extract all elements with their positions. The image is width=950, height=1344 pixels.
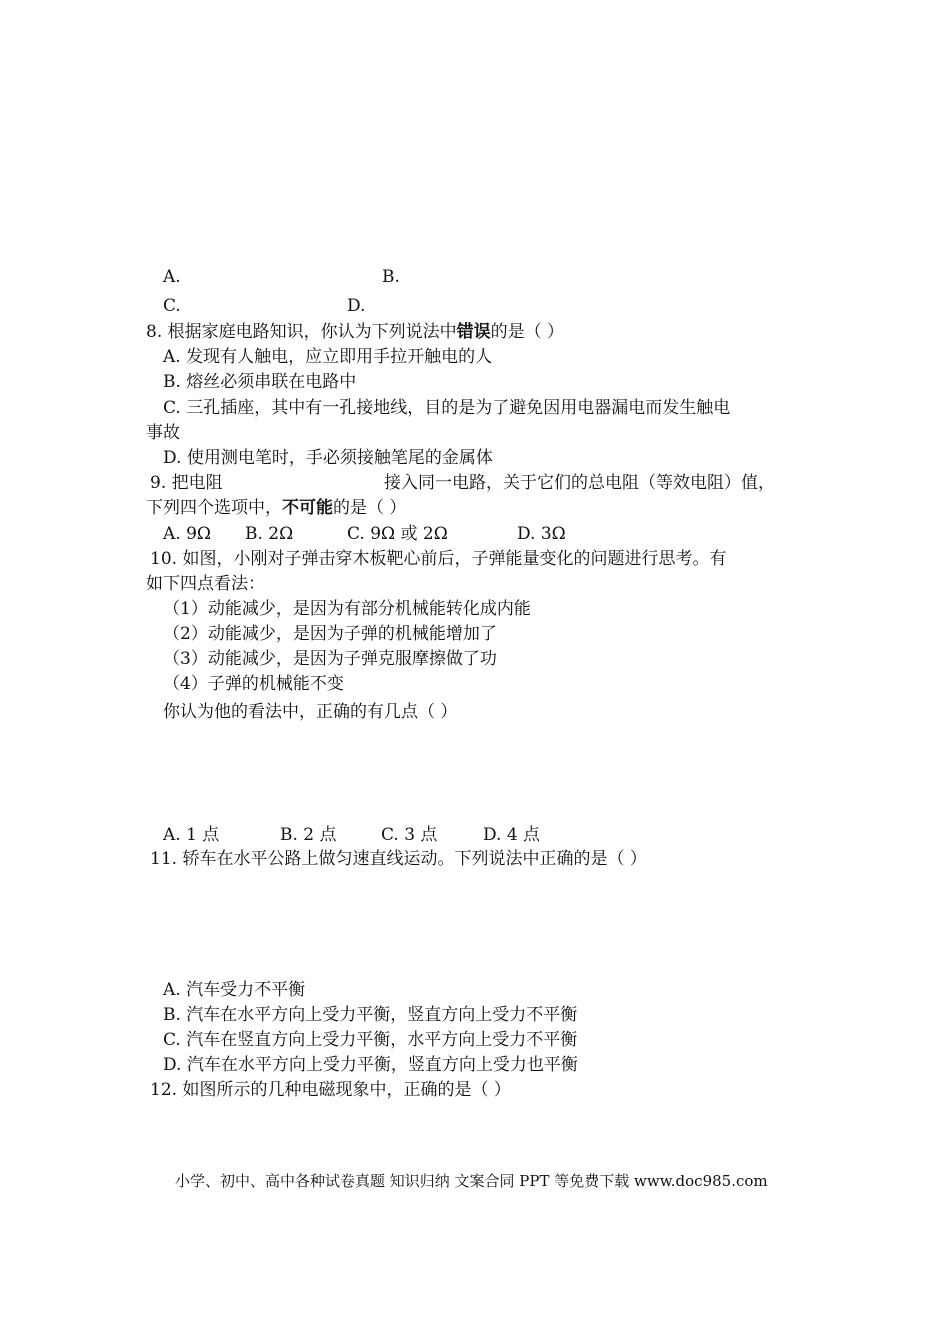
q11-option-d: D. 汽车在水平方向上受力平衡，竖直方向上受力也平衡: [163, 1055, 578, 1075]
q11-option-a: A. 汽车受力不平衡: [163, 980, 306, 1000]
q9-stem-line2-pre: 下列四个选项中，: [146, 498, 282, 518]
q10-option-c: C. 3 点: [381, 825, 438, 845]
q10-option-a: A. 1 点: [163, 825, 220, 845]
q7-option-d: D.: [347, 296, 366, 316]
q8-option-b: B. 熔丝必须串联在电路中: [163, 372, 357, 392]
q10-stem-line1: 10. 如图，小刚对子弹击穿木板靶心前后，子弹能量变化的问题进行思考。有: [150, 549, 727, 569]
q9-stem-part2: 接入同一电路，关于它们的总电阻（等效电阻）值，: [384, 473, 775, 493]
q7-option-c: C.: [163, 296, 181, 316]
q11-option-b: B. 汽车在水平方向上受力平衡，竖直方向上受力不平衡: [163, 1005, 578, 1025]
q10-option-d: D. 4 点: [483, 825, 541, 845]
q8-stem-pre: 8. 根据家庭电路知识，你认为下列说法中: [146, 322, 457, 342]
q9-stem-part1: 9. 把电阻: [150, 473, 223, 493]
q7-option-a: A.: [163, 267, 181, 287]
q10-point-3: （3）动能减少，是因为子弹克服摩擦做了功: [163, 649, 497, 669]
q8-stem-emphasis: 错误: [456, 322, 491, 342]
q8-option-c-line2: 事故: [146, 423, 180, 443]
q9-option-d: D. 3Ω: [517, 524, 566, 544]
q10-option-b: B. 2 点: [280, 825, 337, 845]
q10-question: 你认为他的看法中，正确的有几点（ ）: [163, 702, 458, 722]
q8-option-c-line1: C. 三孔插座，其中有一孔接地线，目的是为了避免因用电器漏电而发生触电: [163, 398, 731, 418]
q9-option-c: C. 9Ω 或 2Ω: [347, 524, 448, 544]
page-footer: 小学、初中、高中各种试卷真题 知识归纳 文案合同 PPT 等免费下载 www.doc985.com: [175, 1172, 768, 1190]
q10-point-4: （4）子弹的机械能不变: [163, 674, 344, 694]
q7-option-b: B.: [382, 267, 400, 287]
q10-point-2: （2）动能减少，是因为子弹的机械能增加了: [163, 624, 497, 644]
q9-option-a: A. 9Ω: [163, 524, 211, 544]
q9-stem-line2-post: 的是（ ）: [333, 498, 407, 518]
q9-option-b: B. 2Ω: [245, 524, 294, 544]
q11-stem: 11. 轿车在水平公路上做匀速直线运动。下列说法中正确的是（ ）: [150, 849, 647, 869]
q8-stem: [146, 321, 564, 343]
q10-stem-line2: 如下四点看法：: [146, 574, 265, 594]
q11-option-c: C. 汽车在竖直方向上受力平衡，水平方向上受力不平衡: [163, 1030, 578, 1050]
q9-stem-emphasis: 不可能: [282, 498, 333, 518]
q12-stem: 12. 如图所示的几种电磁现象中，正确的是（ ）: [150, 1080, 511, 1100]
q8-option-a: A. 发现有人触电，应立即用手拉开触电的人: [163, 347, 493, 367]
q9-stem-line2: [146, 497, 406, 519]
q8-option-d: D. 使用测电笔时，手必须接触笔尾的金属体: [163, 448, 493, 468]
q10-point-1: （1）动能减少，是因为有部分机械能转化成内能: [163, 599, 531, 619]
q8-stem-post: 的是（ ）: [490, 322, 565, 342]
